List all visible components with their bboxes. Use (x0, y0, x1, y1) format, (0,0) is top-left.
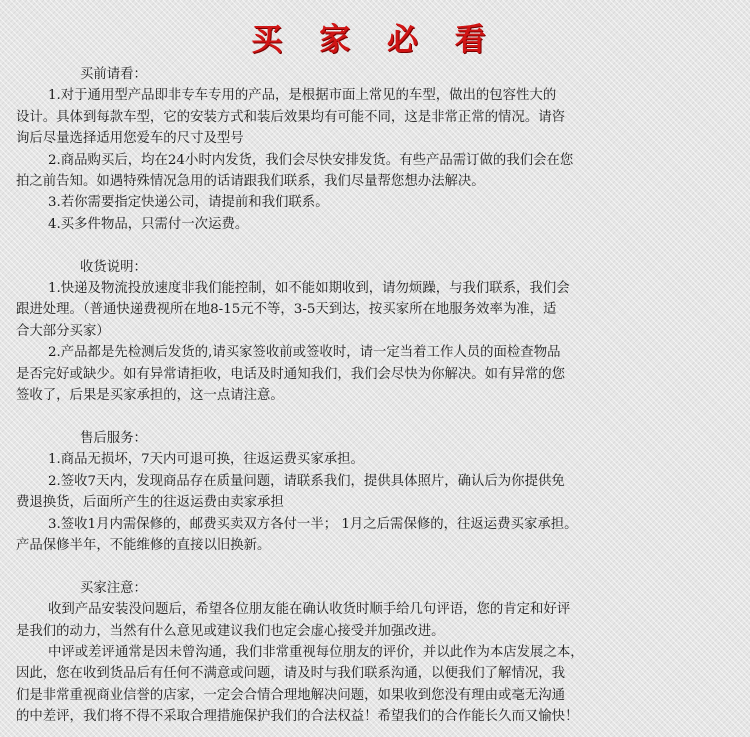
text-line: 收到产品安装没问题后，希望各位朋友能在确认收货时顺手给几句评语，您的肯定和好评 (48, 602, 571, 618)
text-line: 合大部分买家） (16, 323, 110, 339)
section-after-sales (16, 428, 742, 556)
text-line: 2.产品都是先检测后发货的,请买家签收前或签收时，请一定当着工作人员的面检查物品 (48, 345, 561, 361)
section-heading: 买家注意： (80, 580, 147, 596)
text-line: 因此，您在收到货品后有任何不满意或问题，请及时与我们联系沟通，以便我们了解情况，我 (16, 666, 566, 682)
text-line: 4.买多件物品，只需付一次运费。 (48, 216, 249, 232)
paragraph (16, 642, 742, 728)
section-spacer (16, 235, 742, 256)
page-title: 买 家 必 看 (251, 22, 499, 58)
text-line: 1.对于通用型产品即非专车专用的产品，是根据市面上常见的车型，做出的包容性大的 (48, 88, 557, 104)
text-line: 询后尽量选择适用您爱车的尺寸及型号 (16, 131, 244, 147)
text-line: 2.商品购买后，均在24小时内发货，我们会尽快安排发货。有些产品需订做的我们会在您 (48, 152, 574, 168)
text-line: 3.若你需要指定快递公司，请提前和我们联系。 (48, 195, 329, 211)
text-line: 费退换货，后面所产生的往返运费由卖家承担 (16, 495, 284, 511)
section-heading: 收货说明： (80, 259, 147, 275)
section-heading: 售后服务： (80, 430, 147, 446)
text-line: 1.快递及物流投放速度非我们能控制，如不能如期收到，请勿烦躁，与我们联系，我们会 (48, 281, 570, 297)
section-spacer (16, 556, 742, 577)
paragraph (16, 278, 742, 342)
text-line: 是我们的动力，当然有什么意见或建议我们也定会虚心接受并加强改进。 (16, 623, 445, 639)
paragraph (16, 342, 742, 406)
text-line: 是否完好或缺少。如有异常请拒收，电话及时通知我们，我们会尽快为你解决。如有异常的您 (16, 366, 566, 382)
section-buyer-notes (16, 578, 742, 728)
paragraph (16, 449, 742, 470)
section-delivery (16, 257, 742, 407)
text-line: 中评或差评通常是因未曾沟通，我们非常重视每位朋友的评价，并以此作为本店发展之本， (48, 644, 584, 660)
section-spacer (16, 406, 742, 427)
text-line: 跟进处理。（普通快递费视所在地8-15元不等，3-5天到达，按买家所在地服务效率为准，适 (16, 302, 557, 318)
paragraph (16, 214, 742, 235)
paragraph (16, 150, 742, 193)
text-line: 设计。具体到每款车型，它的安装方式和装后效果均有可能不同，这是非常正常的情况。请咨 (16, 109, 566, 125)
notice-content (16, 64, 742, 728)
section-heading: 买前请看： (80, 67, 147, 82)
text-line: 的中差评，我们将不得不采取合理措施保护我们的合法权益！希望我们的合作能长久而又愉快！ (16, 709, 579, 725)
paragraph (16, 514, 742, 557)
paragraph (16, 599, 742, 642)
text-line: 产品保修半年，不能维修的直接以旧换新。 (16, 537, 271, 553)
section-before-purchase (16, 64, 742, 235)
text-line: 拍之前告知。如遇特殊情况急用的话请跟我们联系，我们尽量帮您想办法解决。 (16, 174, 485, 190)
paragraph (16, 85, 742, 149)
text-line: 们是非常重视商业信誉的店家，一定会合情合理地解决问题，如果收到您没有理由或毫无沟通 (16, 687, 566, 703)
paragraph (16, 192, 742, 213)
paragraph (16, 471, 742, 514)
text-line: 1.商品无损坏，7天内可退可换，往返运费买家承担。 (48, 452, 364, 468)
text-line: 签收了，后果是买家承担的，这一点请注意。 (16, 388, 284, 404)
text-line: 3.签收1月内需保修的，邮费买卖双方各付一半； 1月之后需保修的，往返运费买家承担。 (48, 516, 578, 532)
text-line: 2.签收7天内，发现商品存在质量问题，请联系我们，提供具体照片，确认后为你提供免 (48, 473, 565, 489)
